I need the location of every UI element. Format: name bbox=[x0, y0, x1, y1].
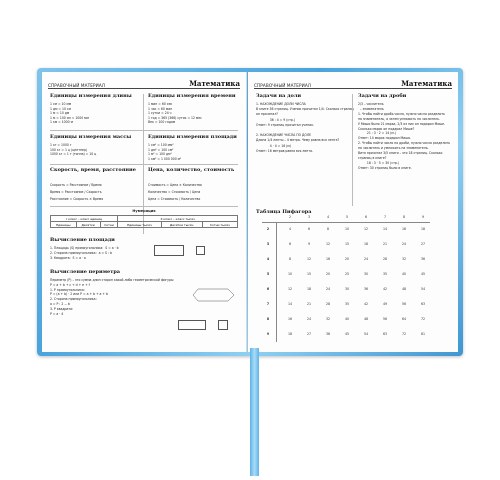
left-page-header bbox=[48, 77, 240, 89]
perimeter-title: Вычисление периметра bbox=[50, 269, 121, 275]
area-list: 1 см² = 100 мм² 1 дм² = 100 см² 1 м² = 100 дм² 1 км² = 1 000 000 м² bbox=[148, 143, 182, 161]
pythagoras-header-cell: 7 bbox=[383, 215, 387, 219]
pythagoras-cell: 56 bbox=[382, 317, 388, 321]
pythagoras-cell: 36 bbox=[363, 287, 369, 291]
pythagoras-header-cell: 6 bbox=[364, 215, 368, 219]
price-list: Стоимость = Цена × Количество Количество = Стоимость / Цена Цена = Стоимость / Количество bbox=[148, 183, 202, 201]
numeration-cell: Десятки тысяч bbox=[161, 222, 202, 228]
pythagoras-cell: 35 bbox=[344, 302, 350, 306]
pythagoras-cell: 10 bbox=[287, 272, 293, 276]
right-page-header bbox=[254, 77, 452, 89]
length-list: 1 см = 10 мм 1 дм = 10 см 1 м = 10 дм 1 м = 100 см = 1000 мм 1 км = 1000 м bbox=[50, 102, 89, 125]
grid-line bbox=[262, 222, 430, 223]
pythagoras-cell: 10 bbox=[344, 227, 350, 231]
pythagoras-row-header: 7 bbox=[266, 302, 270, 306]
speed-title: Скорость, время, расстояние bbox=[50, 167, 136, 173]
pythagoras-row-header: 6 bbox=[266, 287, 270, 291]
pythagoras-row-header: 4 bbox=[266, 257, 270, 261]
pythagoras-cell: 35 bbox=[382, 272, 388, 276]
square-list: 1. Площадь (S) прямоугольника: S = a · b 2. Сторона прямоугольника: a = S : b 3. Квадрата: S = a · a bbox=[50, 246, 119, 260]
header-section-label: СПРАВОЧНЫЙ МАТЕРИАЛ bbox=[254, 83, 312, 88]
pythagoras-cell: 72 bbox=[401, 332, 407, 336]
header-section-label: СПРАВОЧНЫЙ МАТЕРИАЛ bbox=[48, 83, 106, 88]
pythagoras-cell: 15 bbox=[306, 272, 312, 276]
numeration-cell: Десятки bbox=[76, 222, 100, 228]
numeration-cell: Сотни bbox=[100, 222, 118, 228]
pythagoras-cell: 28 bbox=[325, 302, 331, 306]
pythagoras-cell: 18 bbox=[306, 287, 312, 291]
time-list: 1 мин = 60 сек 1 час = 60 мин 1 сутки = 24 ч 1 год = 365 (366) суток = 12 мес Век = 100 годам bbox=[148, 102, 202, 125]
numeration-cell: Сотни тысяч bbox=[202, 222, 237, 228]
square-figure bbox=[218, 320, 228, 330]
numeration-table bbox=[50, 215, 238, 228]
pythagoras-header-cell: 4 bbox=[326, 215, 330, 219]
share-text: 1. НАХОЖДЕНИЕ ДОЛИ ЧИСЛА В книге 36 страниц. Ученик прочитал 1/4. Сколько страниц он прочитал? 36 : 4 = 9 (стр.) Ответ: 9 страниц прочитал ученик. 2. НАХОЖДЕНИЕ ЧИСЛА ПО ДОЛЕ Длина 1/4 ленты – 4 метра. Чему равна вся лента? 4 · 4 = 16 (м) Ответ: 16 метров равна вся лента. bbox=[256, 102, 354, 153]
pythagoras-row-header: 9 bbox=[266, 332, 270, 336]
pythagoras-header-cell: 5 bbox=[345, 215, 349, 219]
pythagoras-cell: 12 bbox=[325, 242, 331, 246]
numeration-cell: Единицы bbox=[51, 222, 77, 228]
pythagoras-cell: 14 bbox=[382, 227, 388, 231]
pythagoras-cell: 16 bbox=[325, 257, 331, 261]
pythagoras-cell: 21 bbox=[382, 242, 388, 246]
pythagoras-header-cell: 3 bbox=[307, 215, 311, 219]
pythagoras-cell: 32 bbox=[401, 257, 407, 261]
rectangle-figure bbox=[178, 320, 206, 330]
speed-list: Скорость = Расстояние / Время Время = Расстояние / Скорость Расстояние = Скорость × Время bbox=[50, 183, 104, 201]
divider bbox=[352, 94, 353, 206]
area-title: Единицы измерения площади bbox=[148, 134, 237, 140]
fraction-title: Задачи на дроби bbox=[358, 93, 407, 99]
divider bbox=[50, 206, 238, 207]
price-title: Цена, количество, стоимость bbox=[148, 167, 235, 173]
pythagoras-cell: 6 bbox=[307, 227, 311, 231]
pythagoras-cell: 36 bbox=[325, 332, 331, 336]
pythagoras-cell: 24 bbox=[325, 287, 331, 291]
pythagoras-cell: 9 bbox=[307, 242, 311, 246]
hexagon-figure bbox=[192, 287, 236, 303]
pythagoras-cell: 30 bbox=[344, 287, 350, 291]
pythagoras-row-header: 3 bbox=[266, 242, 270, 246]
pythagoras-cell: 4 bbox=[288, 227, 292, 231]
pythagoras-cell: 48 bbox=[401, 287, 407, 291]
numeration-cell: Единицы тысяч bbox=[118, 222, 161, 228]
pythagoras-cell: 42 bbox=[382, 287, 388, 291]
pythagoras-cell: 28 bbox=[382, 257, 388, 261]
divider bbox=[50, 130, 238, 131]
pythagoras-cell: 56 bbox=[401, 302, 407, 306]
pythagoras-cell: 18 bbox=[420, 227, 426, 231]
share-title: Задачи на доли bbox=[256, 93, 302, 99]
pythagoras-cell: 16 bbox=[401, 227, 407, 231]
pythagoras-cell: 72 bbox=[420, 317, 426, 321]
square-title: Вычисление площади bbox=[50, 237, 115, 243]
mass-title: Единицы измерения массы bbox=[50, 134, 132, 140]
square-figure bbox=[196, 246, 205, 255]
pythagoras-cell: 16 bbox=[287, 317, 293, 321]
time-title: Единицы измерения времени bbox=[148, 93, 236, 99]
pythagoras-cell: 48 bbox=[363, 317, 369, 321]
class-units-header: I класс – класс единиц bbox=[51, 216, 118, 222]
left-page bbox=[42, 72, 247, 352]
fraction-text: 2/3 – числитель – знаменатель 1. Чтобы найти дробь числа, нужно число разделить на знаменатель, а затем умножить на числитель. У Миши было 21 марка, 2/3 из них он подарил Мише. Сколько марок он подарил Мише? 21 : 3 · 2 = 14 (м.) Ответ: 14 марок подарил Миша. 2. Чтобы найти число по дроби, нужно число разделить на числитель и умножить на знаменатель. Витя прочитал 3/5 книги – это 18 страниц. Сколько страниц в книге? 18 : 3 · 5 = 30 (стр.) Ответ: 30 страниц было в книге. bbox=[358, 102, 451, 170]
pythagoras-cell: 8 bbox=[326, 227, 330, 231]
pythagoras-cell: 63 bbox=[420, 302, 426, 306]
perimeter-list: Периметр (P) – это сумма длин сторон какой-либо геометрической фигуры P = a + b + c + d + e + f 1. P прямоугольника: P = (a + b) · 2 или P = a + b + a + b 2. Сторона прямоугольника: a = P : 2 − b 3. P квадрата: P = a · 4 bbox=[50, 278, 174, 316]
pythagoras-cell: 42 bbox=[363, 302, 369, 306]
pythagoras-cell: 81 bbox=[420, 332, 426, 336]
pythagoras-cell: 14 bbox=[287, 302, 293, 306]
pythagoras-header-cell: 9 bbox=[421, 215, 425, 219]
pythagoras-cell: 54 bbox=[420, 287, 426, 291]
right-page bbox=[248, 72, 458, 352]
pythagoras-cell: 36 bbox=[420, 257, 426, 261]
pythagoras-cell: 8 bbox=[288, 257, 292, 261]
pythagoras-title: Таблица Пифагора bbox=[256, 209, 312, 215]
numeration-title: Нумерация bbox=[132, 209, 156, 213]
pythagoras-cell: 32 bbox=[325, 317, 331, 321]
pythagoras-cell: 24 bbox=[401, 242, 407, 246]
pythagoras-cell: 24 bbox=[363, 257, 369, 261]
pythagoras-cell: 18 bbox=[363, 242, 369, 246]
header-subject-title: Математика bbox=[189, 79, 240, 88]
grid-line bbox=[276, 222, 277, 342]
length-title: Единицы измерения длины bbox=[50, 93, 132, 99]
pythagoras-cell: 63 bbox=[382, 332, 388, 336]
pythagoras-cell: 45 bbox=[420, 272, 426, 276]
pythagoras-cell: 25 bbox=[344, 272, 350, 276]
pythagoras-cell: 12 bbox=[363, 227, 369, 231]
pythagoras-cell: 15 bbox=[344, 242, 350, 246]
pythagoras-cell: 6 bbox=[288, 242, 292, 246]
class-thousands-header: II класс – класс тысяч bbox=[118, 216, 238, 222]
notebook-cover bbox=[37, 68, 463, 356]
pythagoras-cell: 49 bbox=[382, 302, 388, 306]
pythagoras-cell: 24 bbox=[306, 317, 312, 321]
pythagoras-cell: 20 bbox=[325, 272, 331, 276]
pythagoras-cell: 12 bbox=[287, 287, 293, 291]
pythagoras-cell: 27 bbox=[306, 332, 312, 336]
rectangle-figure bbox=[154, 245, 184, 256]
pythagoras-row-header: 2 bbox=[266, 227, 270, 231]
pythagoras-row-header: 8 bbox=[266, 317, 270, 321]
pythagoras-header-cell: 2 bbox=[288, 215, 292, 219]
pythagoras-cell: 64 bbox=[401, 317, 407, 321]
pythagoras-cell: 45 bbox=[344, 332, 350, 336]
pythagoras-cell: 27 bbox=[420, 242, 426, 246]
pythagoras-cell: 40 bbox=[401, 272, 407, 276]
pythagoras-cell: 21 bbox=[306, 302, 312, 306]
mass-list: 1 кг = 1000 г 100 кг = 1 ц (центнер) 1000 кг = 1 т (тонна) = 10 ц bbox=[50, 143, 97, 157]
pythagoras-row-header: 5 bbox=[266, 272, 270, 276]
pythagoras-header-cell: 8 bbox=[402, 215, 406, 219]
bookmark-ribbon bbox=[250, 348, 259, 476]
pythagoras-cell: 54 bbox=[363, 332, 369, 336]
pythagoras-cell: 18 bbox=[287, 332, 293, 336]
header-subject-title: Математика bbox=[401, 79, 452, 88]
divider bbox=[50, 164, 238, 165]
pythagoras-table bbox=[262, 215, 430, 343]
pythagoras-cell: 30 bbox=[363, 272, 369, 276]
pythagoras-cell: 40 bbox=[344, 317, 350, 321]
pythagoras-cell: 12 bbox=[306, 257, 312, 261]
pythagoras-cell: 20 bbox=[344, 257, 350, 261]
